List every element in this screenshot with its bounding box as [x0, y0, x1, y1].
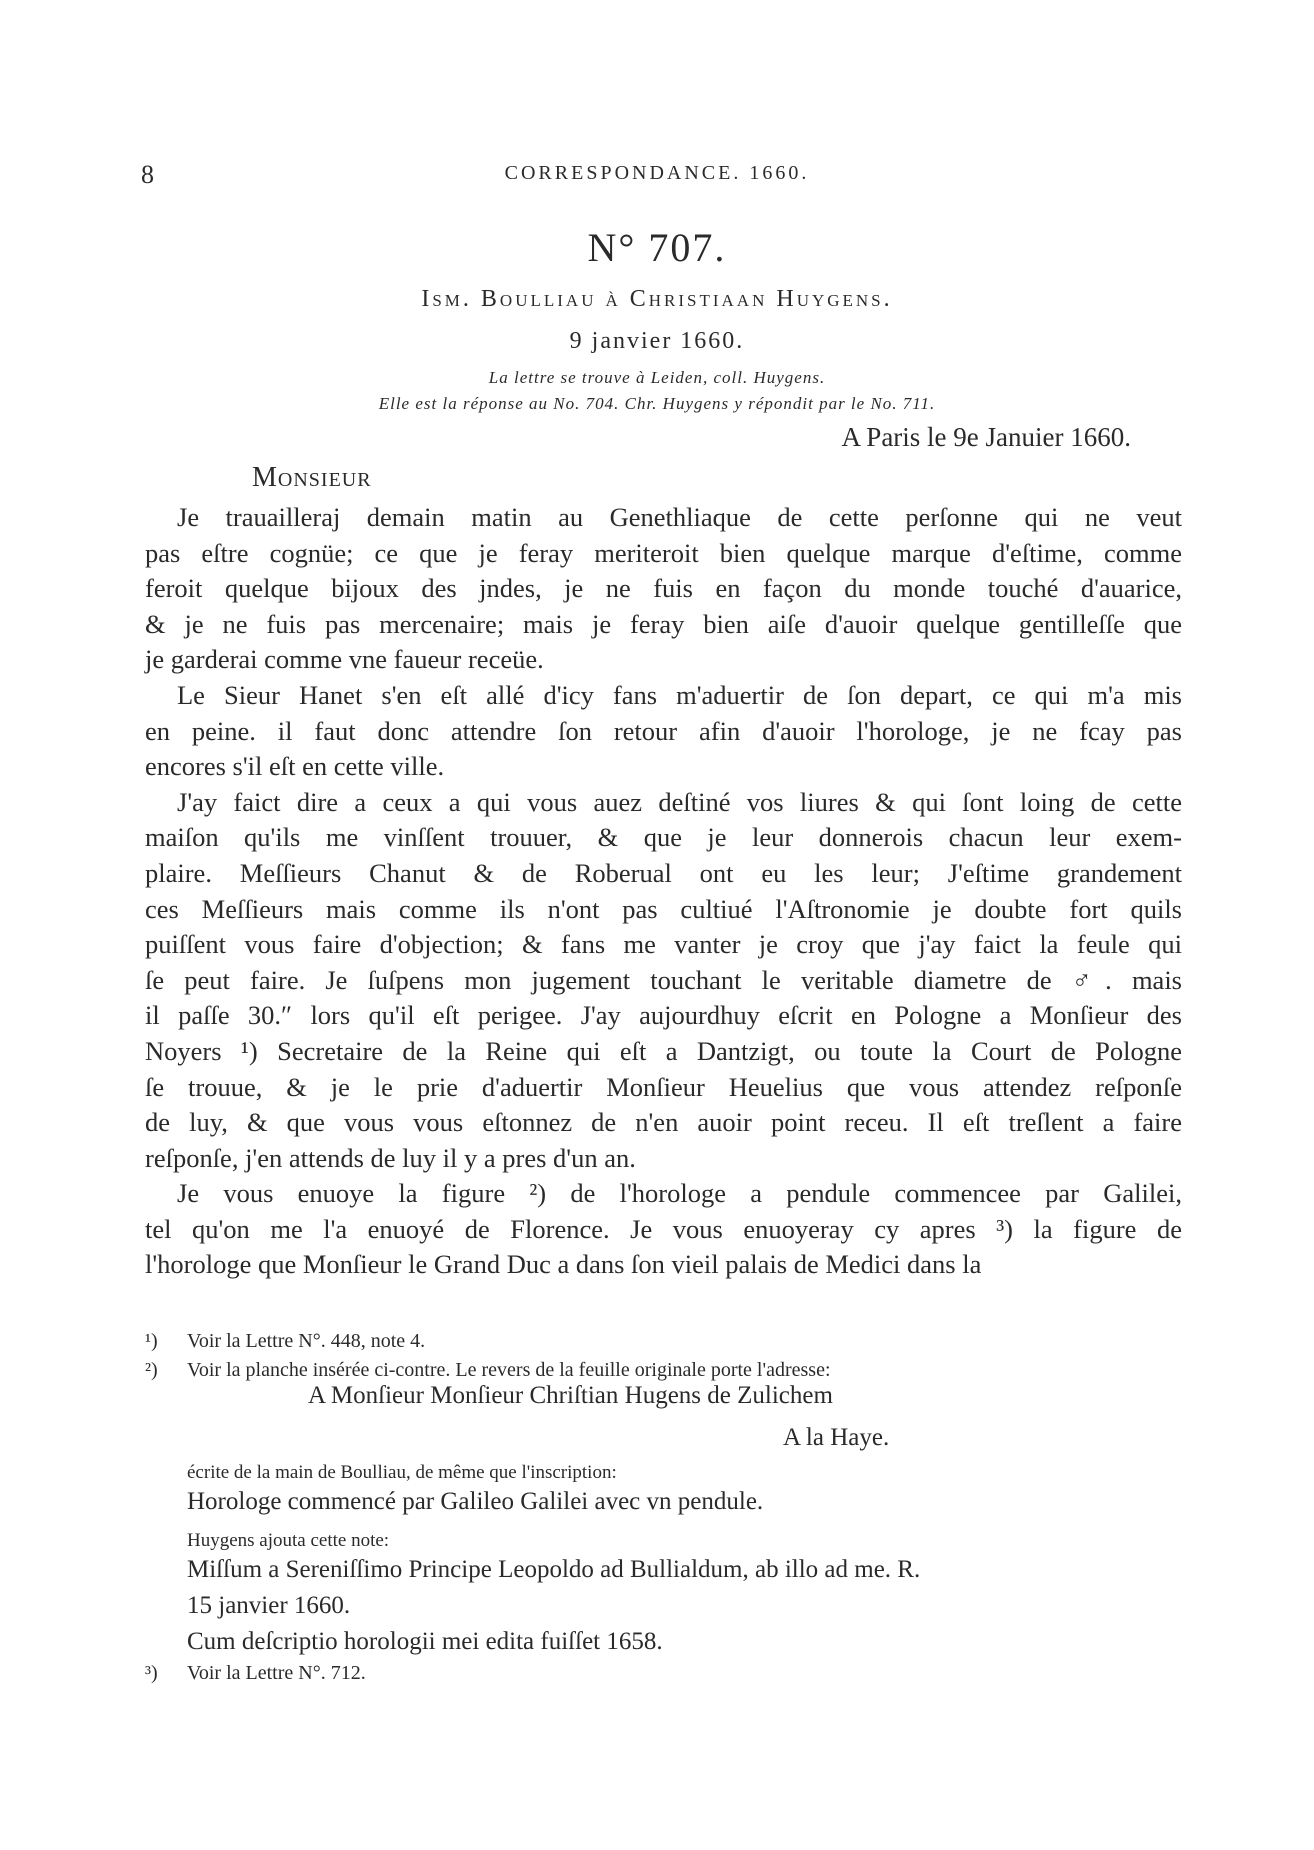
footnote-1-mark: ¹): [145, 1330, 158, 1352]
body-line: de luy, & que vous vous eſtonnez de n'en auoir point receu. Il eſt treſlent a faire: [145, 1107, 1182, 1138]
salutation: Monsieur: [252, 462, 372, 493]
source-note: La lettre se trouve à Leiden, coll. Huygens.: [488, 368, 826, 387]
footnote-3-mark: ³): [145, 1662, 158, 1684]
body-line: ces Meſſieurs mais comme ils n'ont pas cultiué l'Aſtronomie je doubte fort quils: [145, 893, 1182, 924]
footnote-2-text: Voir la planche insérée ci-contre. Le revers de la feuille originale porte l'adresse:: [187, 1359, 831, 1381]
footnote-written-by: écrite de la main de Boulliau, de même que l'inscription:: [187, 1462, 617, 1483]
running-head: [0, 160, 1314, 190]
body-line: maiſon qu'ils me vinſſent trouuer, & que je leur donnerois chacun leur exem-: [145, 822, 1182, 853]
page-number: 8: [141, 160, 154, 189]
footnote-2: [145, 1359, 831, 1382]
body-line: pas eſtre cognüe; ce que je feray meriteroit bien quelque marque d'eſtime, comme: [145, 537, 1182, 568]
body-line: je garderai comme vne faueur receüe.: [145, 644, 544, 675]
letter-number: N° 707.: [587, 225, 727, 270]
footnote-latin-line-3: Cum deſcriptio horologii mei edita fuiſſet 1658.: [187, 1628, 663, 1655]
body-line: Le Sieur Hanet s'en eſt allé d'icy fans m'aduertir de ſon depart, ce qui m'a mis: [177, 679, 1182, 710]
letter-date: 9 janvier 1660.: [569, 328, 745, 354]
body-line: Je trauailleraj demain matin au Genethliaque de cette perſonne qui ne veut: [177, 502, 1182, 532]
body-line: puiſſent vous faire d'objection; & fans me vanter je croy que j'ay faict la feule qui: [145, 929, 1182, 960]
footnote-inscription: Horologe commencé par Galileo Galilei avec vn pendule.: [187, 1488, 764, 1515]
body-line: & je ne fuis pas mercenaire; mais je feray bien aiſe d'auoir quelque gentilleſſe que: [145, 608, 1182, 639]
footnote-latin-line-2: 15 janvier 1660.: [187, 1592, 351, 1619]
body-line: J'ay faict dire a ceux a qui vous auez deſtiné vos liures & qui ſont loing de cette: [177, 786, 1182, 817]
body-line: l'horologe que Monſieur le Grand Duc a dans ſon vieil palais de Medici dans la: [145, 1249, 982, 1280]
body-line: Noyers ¹) Secretaire de la Reine qui eſt a Dantzigt, ou toute la Court de Pologne: [145, 1035, 1182, 1066]
body-line: tel qu'on me l'a enuoyé de Florence. Je vous enuoyeray cy apres ³) la figure de: [145, 1213, 1182, 1244]
reply-note: Elle est la réponse au No. 704. Chr. Huygens y répondit par le No. 711.: [378, 394, 936, 413]
footnote-huygens-note: Huygens ajouta cette note:: [187, 1530, 390, 1551]
place-date: A Paris le 9e Januier 1660.: [841, 422, 1131, 452]
footnote-address-line-1: A Monſieur Monſieur Chriſtian Hugens de Zulichem: [308, 1382, 833, 1409]
footnote-1: [145, 1330, 425, 1353]
footnote-3-text: Voir la Lettre N°. 712.: [187, 1662, 366, 1684]
body-line: ſe peut faire. Je ſuſpens mon jugement touchant le veritable diametre de ♂. mais: [145, 964, 1182, 995]
body-line: encores s'il eſt en cette ville.: [145, 751, 445, 782]
footnote-address-line-2: A la Haye.: [783, 1424, 890, 1451]
footnote-latin-line-1: Miſſum a Sereniſſimo Principe Leopoldo ad Bullialdum, ab illo ad me. R.: [187, 1556, 921, 1583]
letter-body: [145, 500, 1182, 1283]
footnote-2-mark: ²): [145, 1359, 158, 1381]
body-line: reſponſe, j'en attends de luy il y a pres d'un an.: [145, 1142, 636, 1173]
body-line: Je vous enuoye la figure ²) de l'horologe a pendule commencee par Galilei,: [177, 1178, 1182, 1209]
letter-correspondents: Ism. Boulliau à Christiaan Huygens.: [421, 286, 893, 312]
footnote-3: [145, 1662, 366, 1685]
body-line: ſe trouue, & je le prie d'aduertir Monſieur Heuelius que vous attendez reſponſe: [145, 1071, 1182, 1102]
body-line: en peine. il faut donc attendre ſon retour afin d'auoir l'horologe, je ne fcay pas: [145, 715, 1182, 746]
running-title: CORRESPONDANCE. 1660.: [504, 162, 810, 184]
body-line: il paſſe 30.″ lors qu'il eſt perigee. J'ay aujourdhuy eſcrit en Pologne a Monſieur des: [145, 1000, 1182, 1031]
body-line: plaire. Meſſieurs Chanut & de Roberual ont eu les leur; J'eſtime grandement: [145, 857, 1182, 888]
body-line: feroit quelque bijoux des jndes, je ne fuis en façon du monde touché d'auarice,: [145, 573, 1182, 604]
footnote-1-text: Voir la Lettre N°. 448, note 4.: [187, 1330, 426, 1352]
